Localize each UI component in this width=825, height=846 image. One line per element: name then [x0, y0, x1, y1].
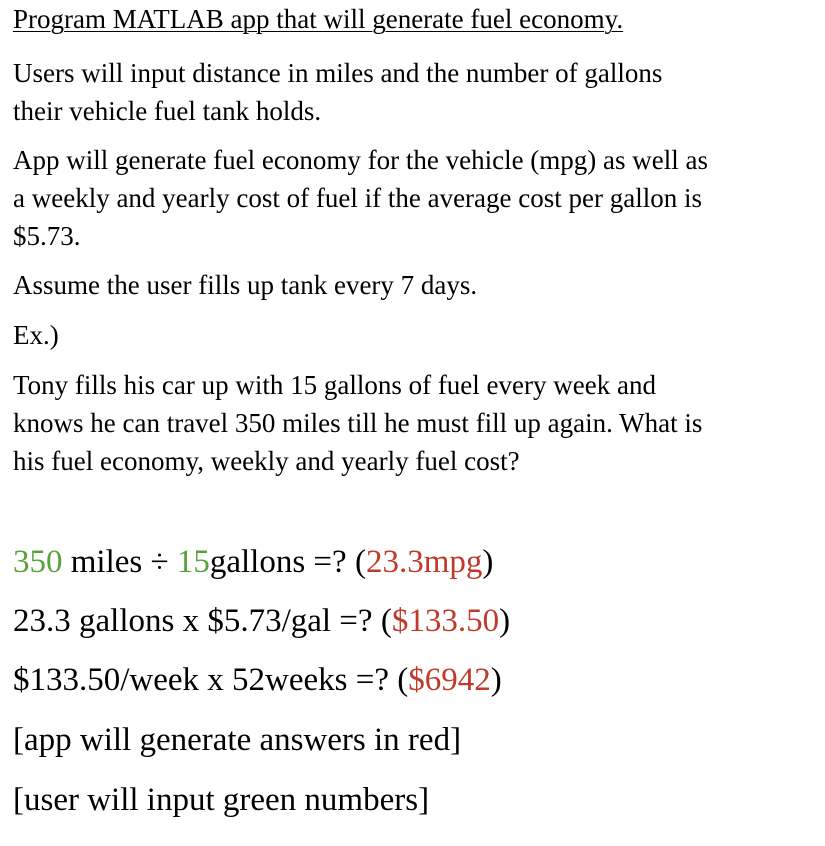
answer-weekly-cost: $133.50 — [391, 603, 500, 639]
answer-yearly-cost: $6942 — [408, 662, 491, 698]
paragraph-line: App will generate fuel economy for the vehicle (mpg) as well as — [13, 145, 708, 175]
equation-text: gallons =? ( — [209, 544, 366, 580]
equation-weekly-cost — [13, 605, 510, 638]
equation-text: ) — [499, 603, 511, 639]
equation-yearly-cost — [13, 664, 502, 697]
paragraph-line: their vehicle fuel tank holds. — [13, 96, 322, 126]
equation-text: $133.50/week x 52weeks =? ( — [13, 662, 409, 698]
paragraph-line: a weekly and yearly cost of fuel if the average cost per gallon is — [13, 183, 702, 213]
note-inputs-green: [user will input green numbers] — [13, 782, 430, 818]
equation-text: ) — [482, 544, 494, 580]
paragraph-line: Users will input distance in miles and the number of gallons — [13, 58, 663, 88]
paragraph-line: Ex.) — [13, 320, 59, 350]
paragraph-outputs — [13, 141, 708, 255]
paragraph-line: knows he can travel 350 miles till he must fill up again. What is — [13, 408, 703, 438]
equation-text: ) — [490, 662, 502, 698]
paragraph-line: Tony fills his car up with 15 gallons of fuel every week and — [13, 370, 656, 400]
answer-mpg: 23.3mpg — [365, 544, 483, 580]
user-input-distance: 350 — [13, 544, 63, 580]
paragraph-inputs — [13, 54, 662, 130]
equation-mpg — [13, 546, 493, 579]
paragraph-assumption — [13, 266, 477, 304]
note-answers-red: [app will generate answers in red] — [13, 722, 462, 758]
paragraph-example-label — [13, 316, 59, 354]
equation-text: 23.3 gallons x $5.73/gal =? ( — [13, 603, 392, 639]
page-title: Program MATLAB app that will generate fuel economy. — [13, 4, 624, 34]
paragraph-line: $5.73. — [13, 221, 81, 251]
paragraph-line: his fuel economy, weekly and yearly fuel cost? — [13, 446, 520, 476]
equation-text: miles ÷ — [62, 544, 177, 580]
user-input-gallons: 15 — [176, 544, 210, 580]
paragraph-example — [13, 366, 702, 480]
paragraph-line: Assume the user fills up tank every 7 days. — [13, 270, 478, 300]
